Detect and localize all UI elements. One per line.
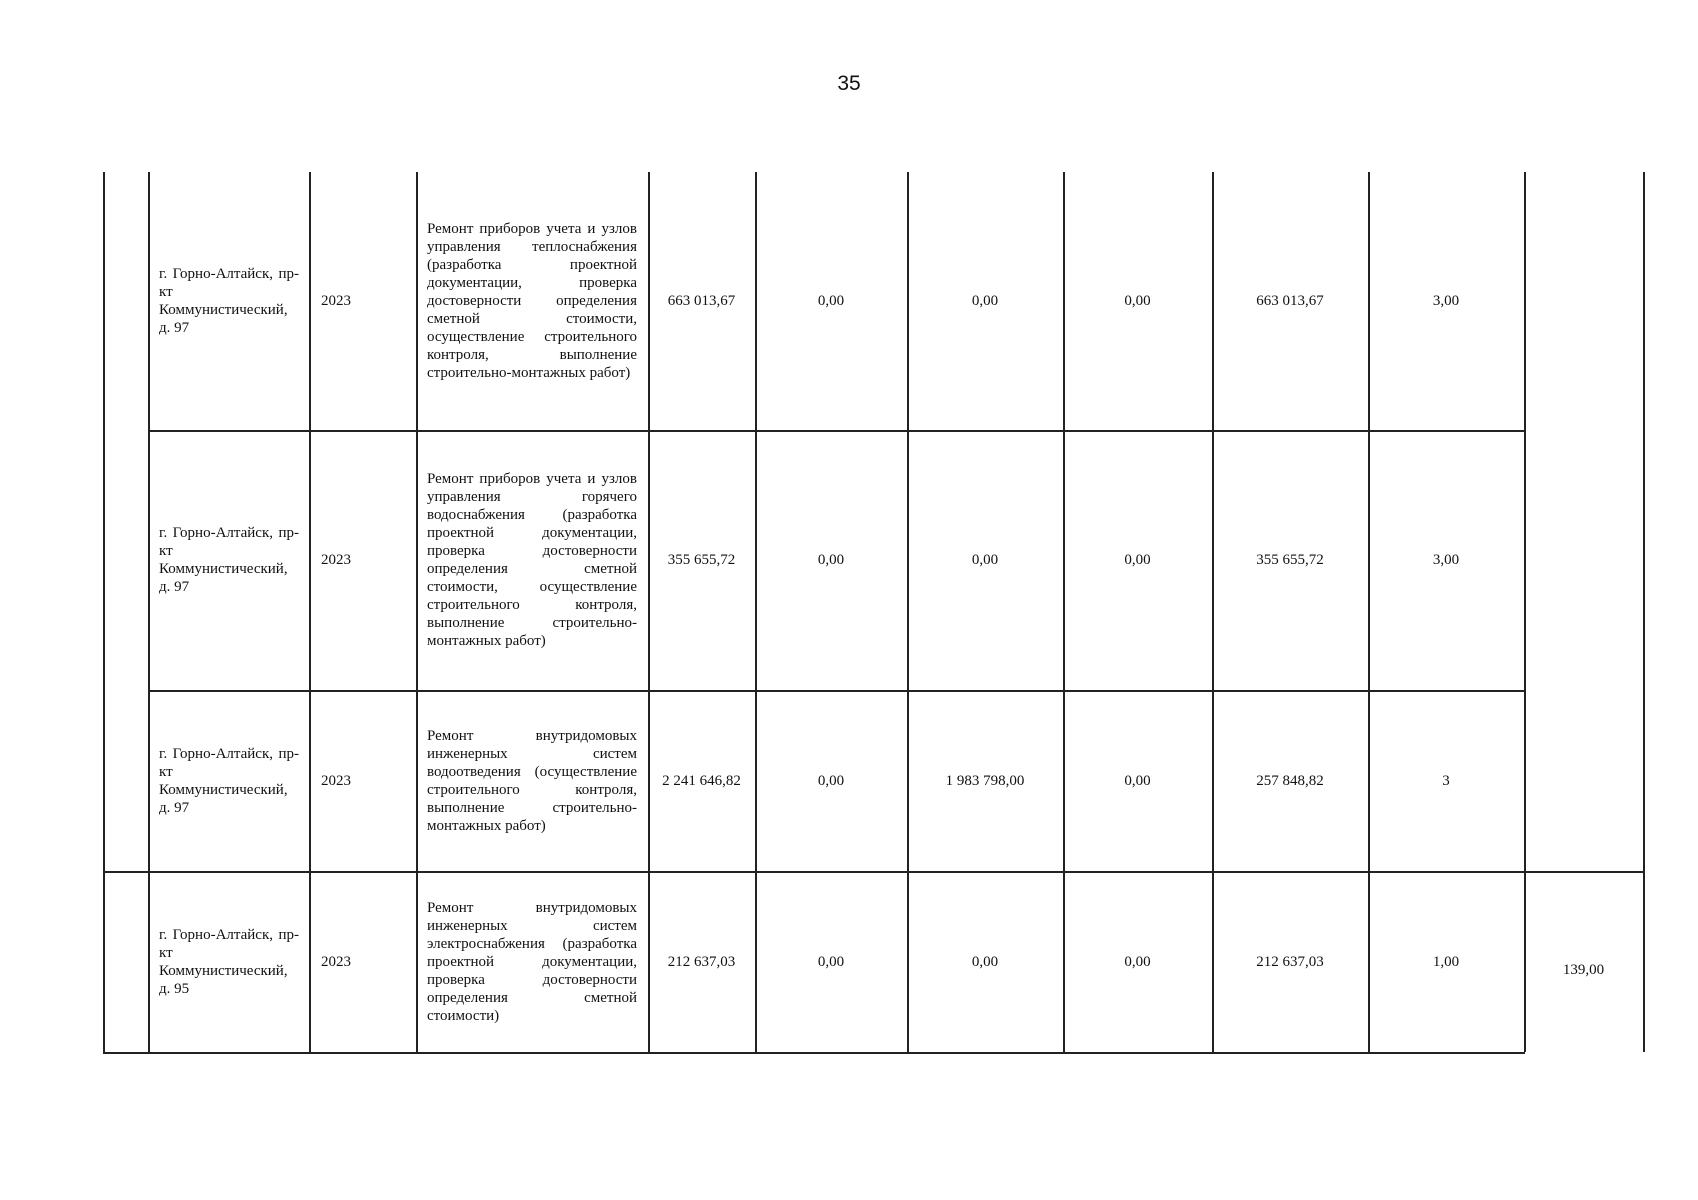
value-cell: 3,00 [1432,293,1460,309]
amount-cell: 0,00 [817,293,845,309]
amount-cell: 1 983 798,00 [945,772,1025,789]
work-description-text: Ремонт внутридомовых инженерных систем электроснабжения (разработка проектной документации, проверка достоверности определения сметной стоимости) [427,899,637,1024]
total-cost-cell: 212 637,03 [667,953,736,970]
address-cell [148,430,309,690]
total-cost-cell: 355 655,72 [667,552,736,568]
address-text: г. Горно-Алтайск, пр-кт Коммунистический, д. 97 [159,525,299,595]
table-border-left [103,172,105,1052]
year-cell: 2023 [321,772,351,789]
work-description-cell [416,172,648,430]
total-cost-cell: 663 013,67 [667,293,736,309]
address-cell [148,871,309,1052]
amount-cell: 0,00 [817,552,845,568]
amount-cell: 355 655,72 [1256,552,1324,568]
value-cell: 3 [1442,772,1450,789]
amount-cell: 0,00 [971,293,999,309]
address-cell [148,690,309,871]
work-description-cell [416,871,648,1052]
total-cost-cell: 2 241 646,82 [662,772,741,789]
group-area-cell: 139,00 [1562,962,1605,978]
amount-cell: 0,00 [817,772,845,789]
table-border-right [1643,172,1645,1052]
amount-cell: 0,00 [1124,772,1151,789]
amount-cell: 0,00 [1124,552,1151,568]
address-text: г. Горно-Алтайск, пр-кт Коммунистический, д. 95 [159,926,299,997]
address-text: г. Горно-Алтайск, пр-кт Коммунистический, д. 97 [159,745,299,816]
work-description-text: Ремонт приборов учета и узлов управления теплоснабжения (разработка проектной документации, проверка достоверности определения сметной стоимости, осуществление строительного контроля, выполнение строительно-монтажных работ) [427,221,637,381]
address-cell [148,172,309,430]
work-description-cell [416,690,648,871]
table-border-bottom [103,1052,1525,1054]
year-cell: 2023 [321,953,351,970]
amount-cell: 0,00 [971,552,999,568]
work-description-text: Ремонт внутридомовых инженерных систем водоотведения (осуществление строительного контроля, выполнение строительно-монтажных работ) [427,727,637,834]
value-cell: 1,00 [1432,953,1460,970]
work-description-text: Ремонт приборов учета и узлов управления горячего водоснабжения (разработка проектной документации, проверка достоверности определения сметной стоимости, осуществление строительного контроля, выполнение строительно-монтажных работ) [427,471,637,649]
value-cell: 3,00 [1432,552,1460,568]
amount-cell: 212 637,03 [1256,953,1324,970]
amount-cell: 0,00 [1124,953,1151,970]
year-cell: 2023 [321,552,351,568]
page-number: 35 [837,72,861,95]
amount-cell: 257 848,82 [1256,772,1324,789]
amount-cell: 0,00 [1124,293,1151,309]
year-cell: 2023 [321,293,351,309]
amount-cell: 0,00 [971,953,999,970]
amount-cell: 663 013,67 [1256,293,1324,309]
address-text: г. Горно-Алтайск, пр-кт Коммунистический, д. 97 [159,266,299,336]
work-description-cell [416,430,648,690]
amount-cell: 0,00 [817,953,845,970]
